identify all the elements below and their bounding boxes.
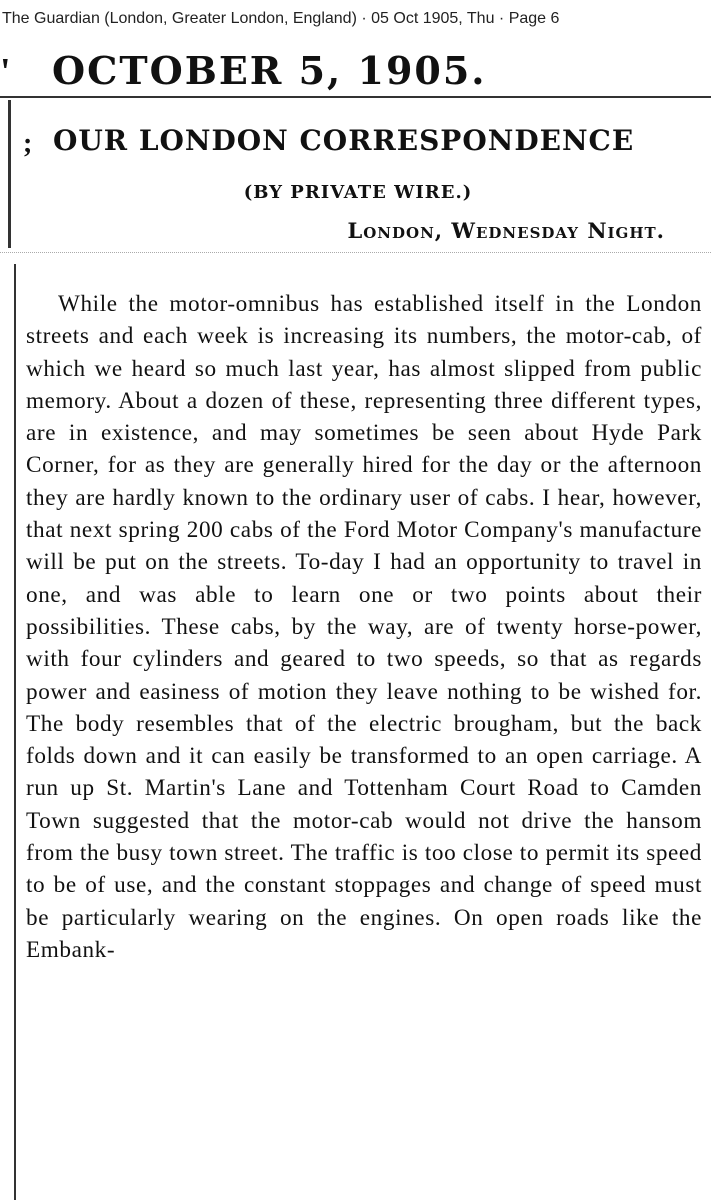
article-column [14,264,711,1200]
source-separator: · [494,10,509,27]
article-subhead: (BY PRIVATE WIRE.) [243,182,473,203]
article-body: While the motor-omnibus has established itself in the London streets and each week is increasing its numbers, the motor-cab, of which we heard so much last year, has almost slipped from public memory. About a dozen of these, representing three different types, are in existence, and may sometimes be seen about Hyde Park Corner, for as they are generally hired for the day or the afternoon they are hardly known to the ordinary user of cabs. I hear, however, that next spring 200 cabs of the Ford Motor Company's manufacture will be put on the streets. To-day I had an opportunity to travel in one, and was able to learn one or two points about their possibilities. These cabs, by the way, are of twenty horse-power, with four cylinders and geared to two speeds, so that as regards power and easiness of motion they leave nothing to be wished for. The body resembles that of the electric brougham, but the back folds down and it can easily be transformed to an open carriage. A run up St. Martin's Lane and Tottenham Court Road to Camden Town suggested that the motor-cab would not drive the hansom from the busy town street. The traffic is too close to permit its speed to be of use, and the constant stoppages and change of speed must be particularly wearing on the engines. On open roads like the Embank- [26,291,702,963]
headline-marker: ; [23,128,33,159]
source-citation [0,0,711,38]
article-headline: OUR LONDON CORRESPONDENCE [53,124,635,157]
source-page: Page 6 [508,10,560,27]
section-divider [0,252,711,261]
source-date: 05 Oct 1905, Thu [371,10,495,27]
source-publication: The Guardian (London, Greater London, England) [2,10,357,27]
masthead-date: OCTOBER 5, 1905. [52,48,487,93]
article-header [8,100,705,248]
masthead-date-line [0,48,711,98]
source-separator: · [356,10,372,27]
masthead-mark: ' [0,51,11,93]
article-dateline: London, Wednesday Night. [347,218,665,243]
